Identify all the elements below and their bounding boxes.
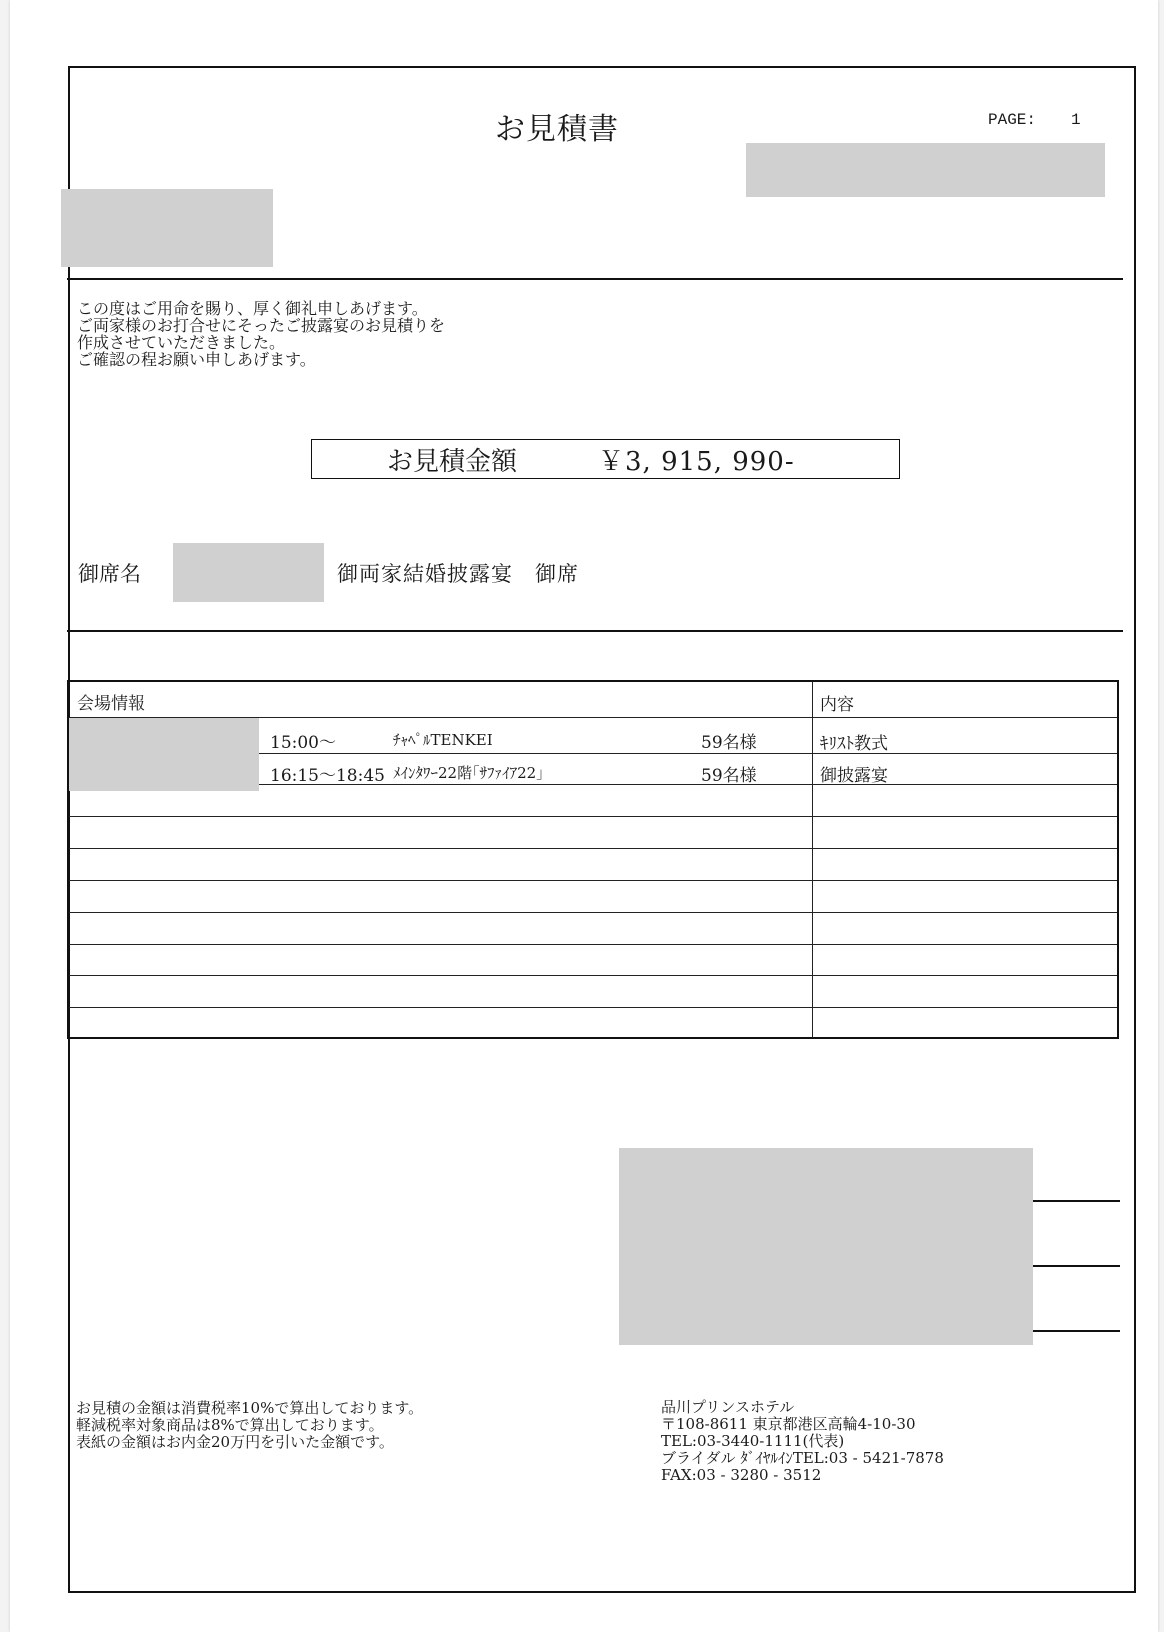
table-row-line — [69, 944, 1117, 945]
table-row-line — [69, 1007, 1117, 1008]
note-line: お見積の金額は消費税率10%で算出しております。 — [76, 1399, 424, 1417]
table-cell-guests: 59名様 — [701, 766, 757, 786]
table-cell-content: 御披露宴 — [820, 766, 888, 786]
note-line: 表紙の金額はお内金20万円を引いた金額です。 — [76, 1433, 394, 1451]
redacted-date-cell — [69, 718, 259, 791]
hotel-fax: FAX:03 - 3280 - 3512 — [661, 1466, 822, 1484]
intro-message — [77, 300, 445, 368]
estimate-amount-label: お見積金額 — [387, 447, 518, 477]
signature-line — [1033, 1330, 1120, 1332]
seat-name-title: 御両家結婚披露宴 御席 — [337, 562, 579, 586]
venue-info-header: 会場情報 — [77, 694, 145, 714]
hotel-tel: TEL:03-3440-1111(代表) — [661, 1432, 845, 1450]
table-cell-venue: ﾒｲﾝﾀﾜｰ22階｢ｻﾌｧｲｱ22｣ — [393, 764, 544, 782]
intro-line: ご確認の程お願い申しあげます。 — [77, 350, 316, 369]
table-cell-content: ｷﾘｽﾄ教式 — [820, 734, 888, 754]
redacted-family-names — [173, 543, 324, 602]
table-row-line — [69, 912, 1117, 913]
table-row-line — [69, 975, 1117, 976]
intro-line: ご両家様のお打合せにそったご披露宴のお見積りを — [77, 316, 446, 335]
table-column-divider — [812, 682, 813, 1037]
hotel-bridal-tel: ブライダル ﾀﾞｲﾔﾙｲﾝTEL:03 - 5421-7878 — [661, 1449, 944, 1467]
hotel-name: 品川プリンスホテル — [661, 1398, 795, 1416]
redacted-recipient-block — [746, 143, 1105, 197]
table-row-line — [69, 848, 1117, 849]
seat-name-label: 御席名 — [78, 562, 141, 586]
page-label: PAGE: — [988, 111, 1037, 129]
table-cell-guests: 59名様 — [701, 733, 757, 753]
table-cell-venue: ﾁｬﾍﾟﾙTENKEI — [393, 731, 493, 749]
signature-line — [1033, 1200, 1120, 1202]
intro-line: 作成させていただきました。 — [77, 333, 286, 352]
document-title: お見積書 — [495, 112, 619, 147]
table-row-line — [69, 816, 1117, 817]
hotel-contact — [661, 1399, 944, 1484]
content-header: 内容 — [820, 695, 854, 715]
redacted-date-block — [61, 189, 273, 267]
estimate-amount-value: ￥3, 915, 990- — [598, 447, 795, 477]
table-row-line — [69, 880, 1117, 881]
intro-line: この度はご用命を賜り、厚く御礼申しあげます。 — [77, 299, 428, 318]
footer-notes — [76, 1400, 423, 1451]
page-number: 1 — [1071, 111, 1081, 129]
header-divider — [67, 278, 1123, 280]
hotel-address: 〒108-8611 東京都港区高輪4-10-30 — [661, 1415, 916, 1433]
table-cell-time: 16:15～18:45 — [270, 766, 385, 786]
signature-line — [1033, 1265, 1120, 1267]
redacted-stamp-area — [619, 1148, 1033, 1345]
note-line: 軽減税率対象商品は8%で算出しております。 — [76, 1416, 384, 1434]
section-divider — [67, 630, 1123, 632]
table-cell-time: 15:00～ — [270, 733, 336, 753]
